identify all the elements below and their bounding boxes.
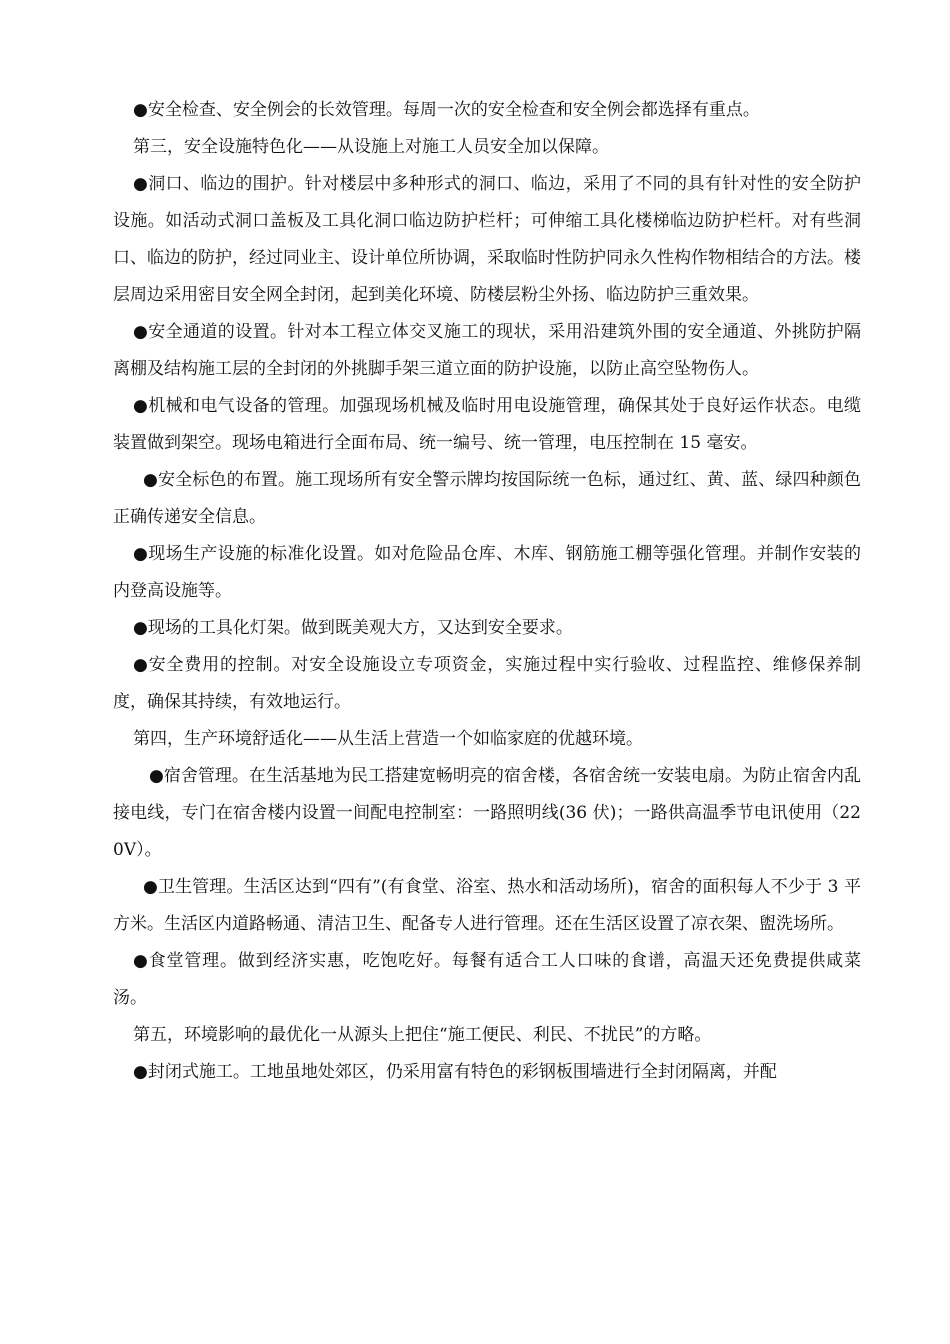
paragraph-production-facilities: ●现场生产设施的标准化设置。如对危险品仓库、木库、钢筋施工棚等强化管理。并制作安装的内登高设施等。 bbox=[113, 544, 861, 601]
paragraph-section-three-heading: 第三，安全设施特色化——从设施上对施工人员安全加以保障。 bbox=[133, 137, 609, 157]
paragraph-safety-colors: ●安全标色的布置。施工现场所有安全警示牌均按国际统一色标，通过红、黄、蓝、绿四种颜色正确传递安全信息。 bbox=[113, 470, 861, 527]
paragraph-hygiene: ●卫生管理。生活区达到“四有”(有食堂、浴室、热水和活动场所)，宿舍的面积每人不少于 3 平方米。生活区内道路畅通、清洁卫生、配备专人进行管理。还在生活区设置了凉衣架、盥洗场所。 bbox=[113, 877, 861, 934]
paragraph-openings-edges: ●洞口、临边的围护。针对楼层中多种形式的洞口、临边，采用了不同的具有针对性的安全防护设施。如活动式洞口盖板及工具化洞口临边防护栏杆；可伸缩工具化楼梯临边防护栏杆。对有些洞口、临边的防护，经过同业主、设计单位所协调，采取临时性防护同永久性构作物相结合的方法。楼层周边采用密目安全网全封闭，起到美化环境、防楼层粉尘外扬、临边防护三重效果。 bbox=[113, 174, 861, 305]
document-page bbox=[113, 92, 861, 1091]
paragraph-safety-inspection: ●安全检查、安全例会的长效管理。每周一次的安全检查和安全例会都选择有重点。 bbox=[133, 100, 760, 120]
paragraph-section-five-heading: 第五，环境影响的最优化一从源头上把住“施工便民、利民、不扰民”的方略。 bbox=[133, 1025, 712, 1045]
paragraph-safety-passage: ●安全通道的设置。针对本工程立体交叉施工的现状，采用沿建筑外围的安全通道、外挑防护隔离棚及结构施工层的全封闭的外挑脚手架三道立面的防护设施，以防止高空坠物伤人。 bbox=[113, 322, 861, 379]
paragraph-enclosed-construction: ●封闭式施工。工地虽地处郊区，仍采用富有特色的彩钢板围墙进行全封闭隔离，并配 bbox=[133, 1062, 777, 1082]
paragraph-light-frames: ●现场的工具化灯架。做到既美观大方，又达到安全要求。 bbox=[133, 618, 573, 638]
paragraph-canteen: ●食堂管理。做到经济实惠，吃饱吃好。每餐有适合工人口味的食谱，高温天还免费提供咸菜汤。 bbox=[113, 951, 861, 1008]
paragraph-machinery-electrical: ●机械和电气设备的管理。加强现场机械及临时用电设施管理，确保其处于良好运作状态。电缆装置做到架空。现场电箱进行全面布局、统一编号、统一管理，电压控制在 15 毫安。 bbox=[113, 396, 861, 453]
paragraph-section-four-heading: 第四，生产环境舒适化——从生活上营造一个如临家庭的优越环境。 bbox=[133, 729, 643, 749]
paragraph-safety-costs: ●安全费用的控制。对安全设施设立专项资金，实施过程中实行验收、过程监控、维修保养制度，确保其持续，有效地运行。 bbox=[113, 655, 861, 712]
paragraph-dormitory: ●宿舍管理。在生活基地为民工搭建宽畅明亮的宿舍楼，各宿舍统一安装电扇。为防止宿舍内乱接电线，专门在宿舍楼内设置一间配电控制室：一路照明线(36 伏)；一路供高温季节电讯使用（220V）。 bbox=[113, 766, 861, 860]
